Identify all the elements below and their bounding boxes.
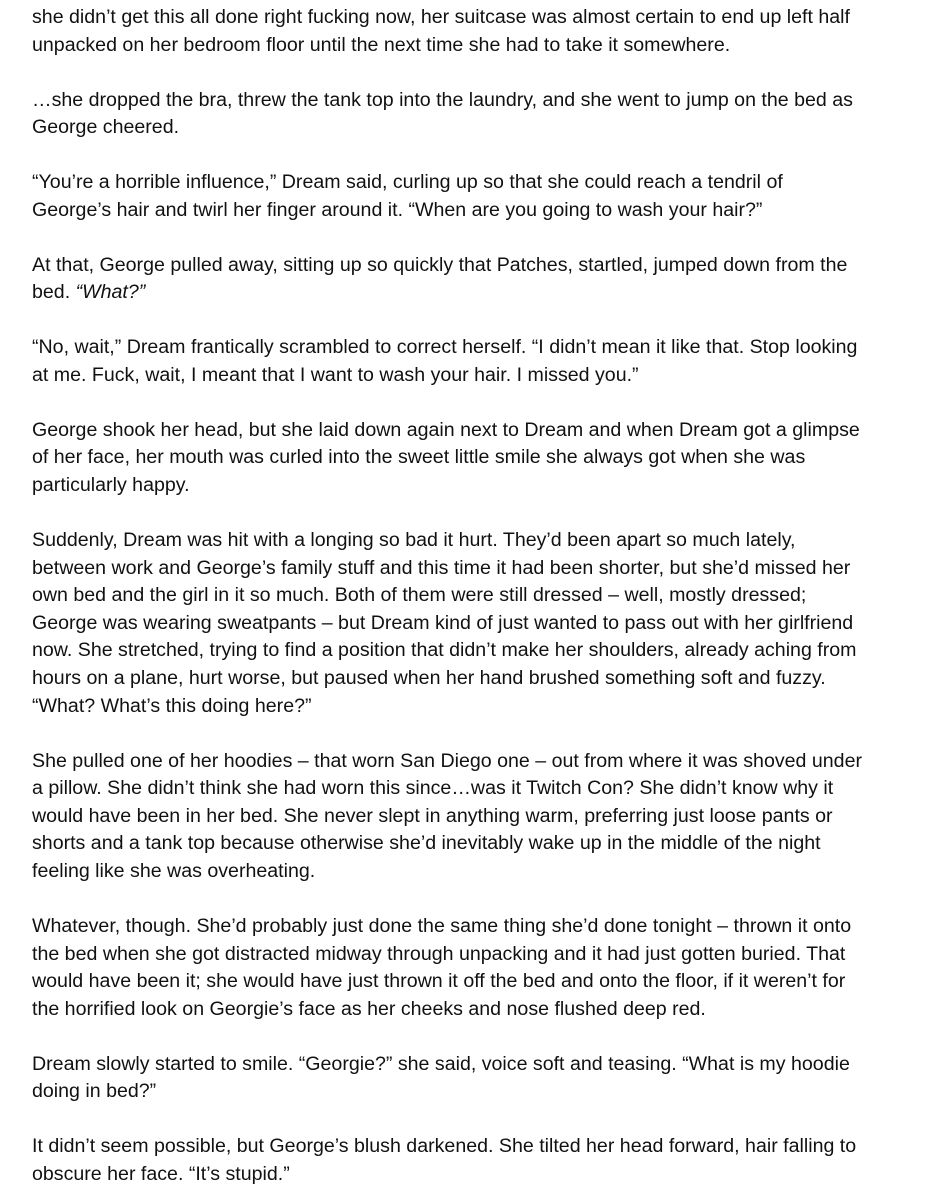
paragraph [32,169,922,224]
text-line: the horrified look on Georgie’s face as her cheeks and nose flushed deep red. [32,997,706,1020]
paragraph [32,913,922,1023]
text-line: She pulled one of her hoodies – that worn San Diego one – out from where it was shoved under [32,749,862,772]
text-line: unpacked on her bedroom floor until the next time she had to take it somewhere. [32,33,731,56]
text-line: between work and George’s family stuff and this time it had been shorter, but she’d missed her [32,556,851,579]
text-line: It didn’t seem possible, but George’s blush darkened. She tilted her head forward, hair falling to [32,1135,857,1158]
paragraph [32,87,922,142]
paragraph [32,417,922,500]
text-line: she didn’t get this all done right fucking now, her suitcase was almost certain to end up left half [32,6,850,28]
paragraph [32,527,922,720]
text-line: particularly happy. [32,474,190,497]
text-line: feeling like she was overheating. [32,859,316,882]
paragraph [32,4,922,59]
text-line: doing in bed?” [32,1080,157,1103]
text-run: bed. [32,281,76,304]
text-line: “You’re a horrible influence,” Dream said, curling up so that she could reach a tendril of [32,171,783,194]
paragraph [32,1051,922,1106]
text-line: shorts and a tank top because otherwise she’d inevitably wake up in the middle of the night [32,832,821,855]
italic-text-run: “What?” [75,281,146,304]
text-line: a pillow. She didn’t think she had worn this since…was it Twitch Con? She didn’t know why it [32,777,834,800]
text-line: At that, George pulled away, sitting up so quickly that Patches, startled, jumped down from the [32,253,848,276]
text-line: …she dropped the bra, threw the tank top into the laundry, and she went to jump on the bed as [32,88,853,111]
text-line: own bed and the girl in it so much. Both of them were still dressed – well, mostly dressed; [32,584,807,607]
paragraph [32,1133,922,1188]
text-line: “What? What’s this doing here?” [32,694,312,717]
text-line: George cheered. [32,116,180,139]
text-line: Suddenly, Dream was hit with a longing so bad it hurt. They’d been apart so much lately, [32,529,796,552]
text-line: hours on a plane, hurt worse, but paused when her hand brushed something soft and fuzzy. [32,667,826,690]
text-line: obscure her face. “It’s stupid.” [32,1162,290,1185]
text-line: “No, wait,” Dream frantically scrambled to correct herself. “I didn’t mean it like that. Stop looking [32,336,858,359]
paragraph [32,334,922,389]
text-line: George’s hair and twirl her finger around it. “When are you going to wash your hair?” [32,198,763,221]
text-line: the bed when she got distracted midway through unpacking and it had just gotten buried. That [32,942,846,965]
text-line: at me. Fuck, wait, I meant that I want to wash your hair. I missed you.” [32,363,639,386]
text-line: Whatever, though. She’d probably just done the same thing she’d done tonight – thrown it onto [32,914,852,937]
text-line: now. She stretched, trying to find a position that didn’t make her shoulders, already aching from [32,639,857,662]
text-line: of her face, her mouth was curled into the sweet little smile she always got when she was [32,446,806,469]
text-line: Dream slowly started to smile. “Georgie?” she said, voice soft and teasing. “What is my hoodie [32,1052,850,1075]
text-line: George was wearing sweatpants – but Dream kind of just wanted to pass out with her girlfriend [32,611,854,634]
text-line-mixed [32,279,922,307]
paragraph [32,748,922,886]
text-line: would have been it; she would have just thrown it off the bed and onto the floor, if it weren’t for [32,970,846,993]
paragraph [32,252,922,307]
text-line: George shook her head, but she laid down again next to Dream and when Dream got a glimpse [32,418,860,441]
text-line: would have been in her bed. She never slept in anything warm, preferring just loose pants or [32,804,833,827]
